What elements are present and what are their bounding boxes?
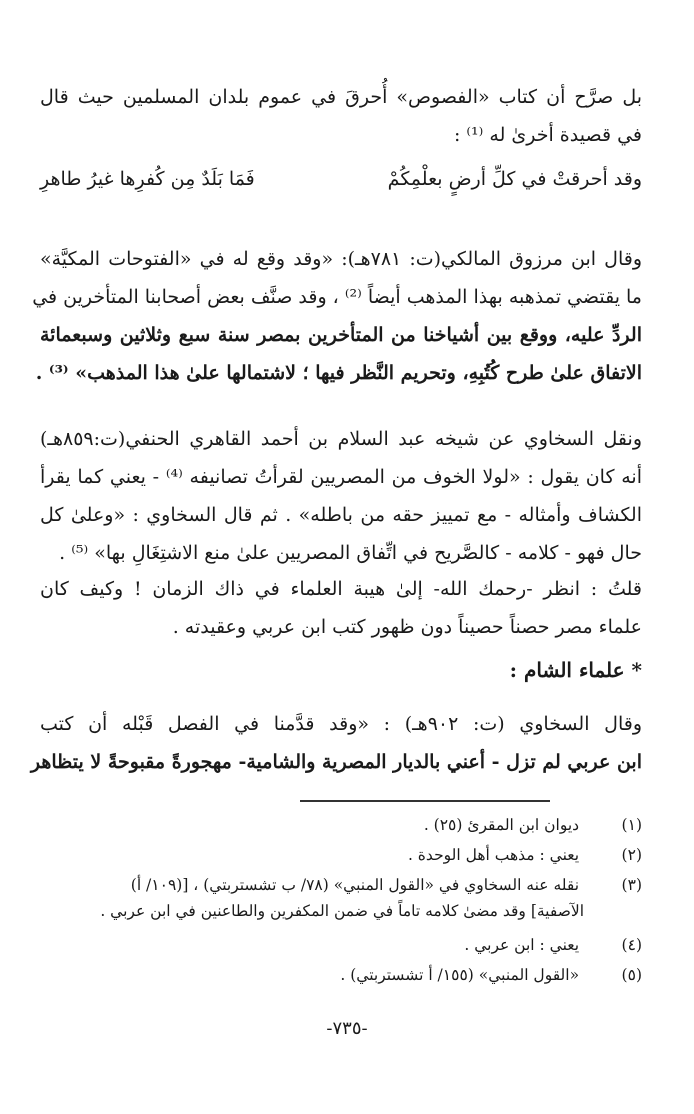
text-line: علماء مصر حصناً حصيناً دون ظهور كتب ابن عربي وعقيدته .	[172, 616, 642, 638]
paragraph-4	[40, 570, 642, 646]
paragraph-5	[30, 705, 642, 781]
text-line: ما يقتضي تمذهبه بهذا المذهب أيضاً ⁽²⁾ ، وقد صنَّف بعض أصحابنا المتأخرين في	[32, 286, 642, 308]
footnote-number: (١)	[621, 816, 642, 834]
text-line: بل صرَّح أن كتاب «الفصوص» أُحرقَ في عموم بلدان المسلمين حيث قال	[40, 86, 642, 108]
section-heading: * علماء الشام :	[509, 658, 642, 682]
page-number: -٧٣٥-	[326, 1018, 368, 1039]
text-line: أنه كان يقول : «لولا الخوف من المصريين لقرأتُ تصانيفه ⁽⁴⁾ - يعني كما يقرأ	[40, 466, 642, 488]
footnote-text: نقله عنه السخاوي في «القول المنبي» (٧٨/ ب تشستربتي) ، [(١٠٩/ أ)	[130, 876, 580, 894]
footnote-text-continued: الآصفية] وقد مضىٰ كلامه تاماً في ضمن المكفرين والطاعنين في ابن عربي .	[100, 902, 584, 920]
footnote-number: (٥)	[621, 966, 642, 984]
footnote	[40, 932, 642, 958]
footnote-number: (٢)	[621, 846, 642, 864]
poetry-verse	[40, 168, 642, 190]
footnote	[40, 872, 642, 924]
footnote-text: يعني : ابن عربي .	[464, 936, 580, 954]
text-line: الكشاف وأمثاله - مع تمييز حقه من باطله» . ثم قال السخاوي : «وعلىٰ كل	[40, 504, 642, 526]
footnote	[40, 962, 642, 988]
footnote	[40, 812, 642, 838]
footnote-text: ديوان ابن المقرئ (٢٥) .	[423, 816, 580, 834]
paragraph-1	[40, 78, 642, 154]
verse-first-hemistich: وقد أحرقتْ في كلِّ أرضٍ بعلْمِكُمْ	[387, 168, 642, 190]
paragraph-3	[40, 420, 642, 572]
footnote	[40, 842, 642, 868]
footnote-number: (٤)	[621, 936, 642, 954]
paragraph-2	[32, 240, 643, 392]
text-line: ابن عربي لم تزل - أعني بالديار المصرية والشامية- مهجورةً مقبوحةً لا يتظاهر	[30, 751, 642, 773]
text-line: في قصيدة أخرىٰ له ⁽¹⁾ :	[453, 124, 642, 146]
footnote-number: (٣)	[621, 876, 642, 894]
text-line: الاتفاق علىٰ طرح كُتُبِهِ، وتحريم النَّظر فيها ؛ لاشتمالها علىٰ هذا المذهب» ⁽³⁾ .	[35, 362, 642, 384]
footnote-text: يعني : مذهب أهل الوحدة .	[407, 846, 580, 864]
text-line: الردِّ عليه، ووقع بين أشياخنا من المتأخرين بمصر سنة سبع وثلاثين وسبعمائة	[40, 324, 642, 346]
text-line: وقال ابن مرزوق المالكي(ت: ٧٨١هـ): «وقد وقع له في «الفتوحات المكيَّة»	[40, 248, 643, 270]
text-line: ونقل السخاوي عن شيخه عبد السلام بن أحمد القاهري الحنفي(ت:٨٥٩هـ)	[40, 428, 642, 450]
footnote-divider	[300, 800, 550, 802]
footnote-text: «القول المنبي» (١٥٥/ أ تشستربتي) .	[340, 966, 580, 984]
text-line: وقال السخاوي (ت: ٩٠٢هـ) : «وقد قدَّمنا في الفصل قَبْله أن كتب	[40, 713, 642, 735]
text-line: قلتُ : انظر -رحمك الله- إلىٰ هيبة العلماء في ذاك الزمان ! وكيف كان	[40, 578, 642, 600]
text-line: حال فهو - كلامه - كالصَّريح في اتِّفاق المصريين علىٰ منع الاشتِغَالِ بها» ⁽⁵⁾ .	[59, 542, 642, 564]
verse-second-hemistich: فَمَا بَلَدٌ مِن كُفرِها غيرُ طاهرِ	[40, 168, 255, 190]
